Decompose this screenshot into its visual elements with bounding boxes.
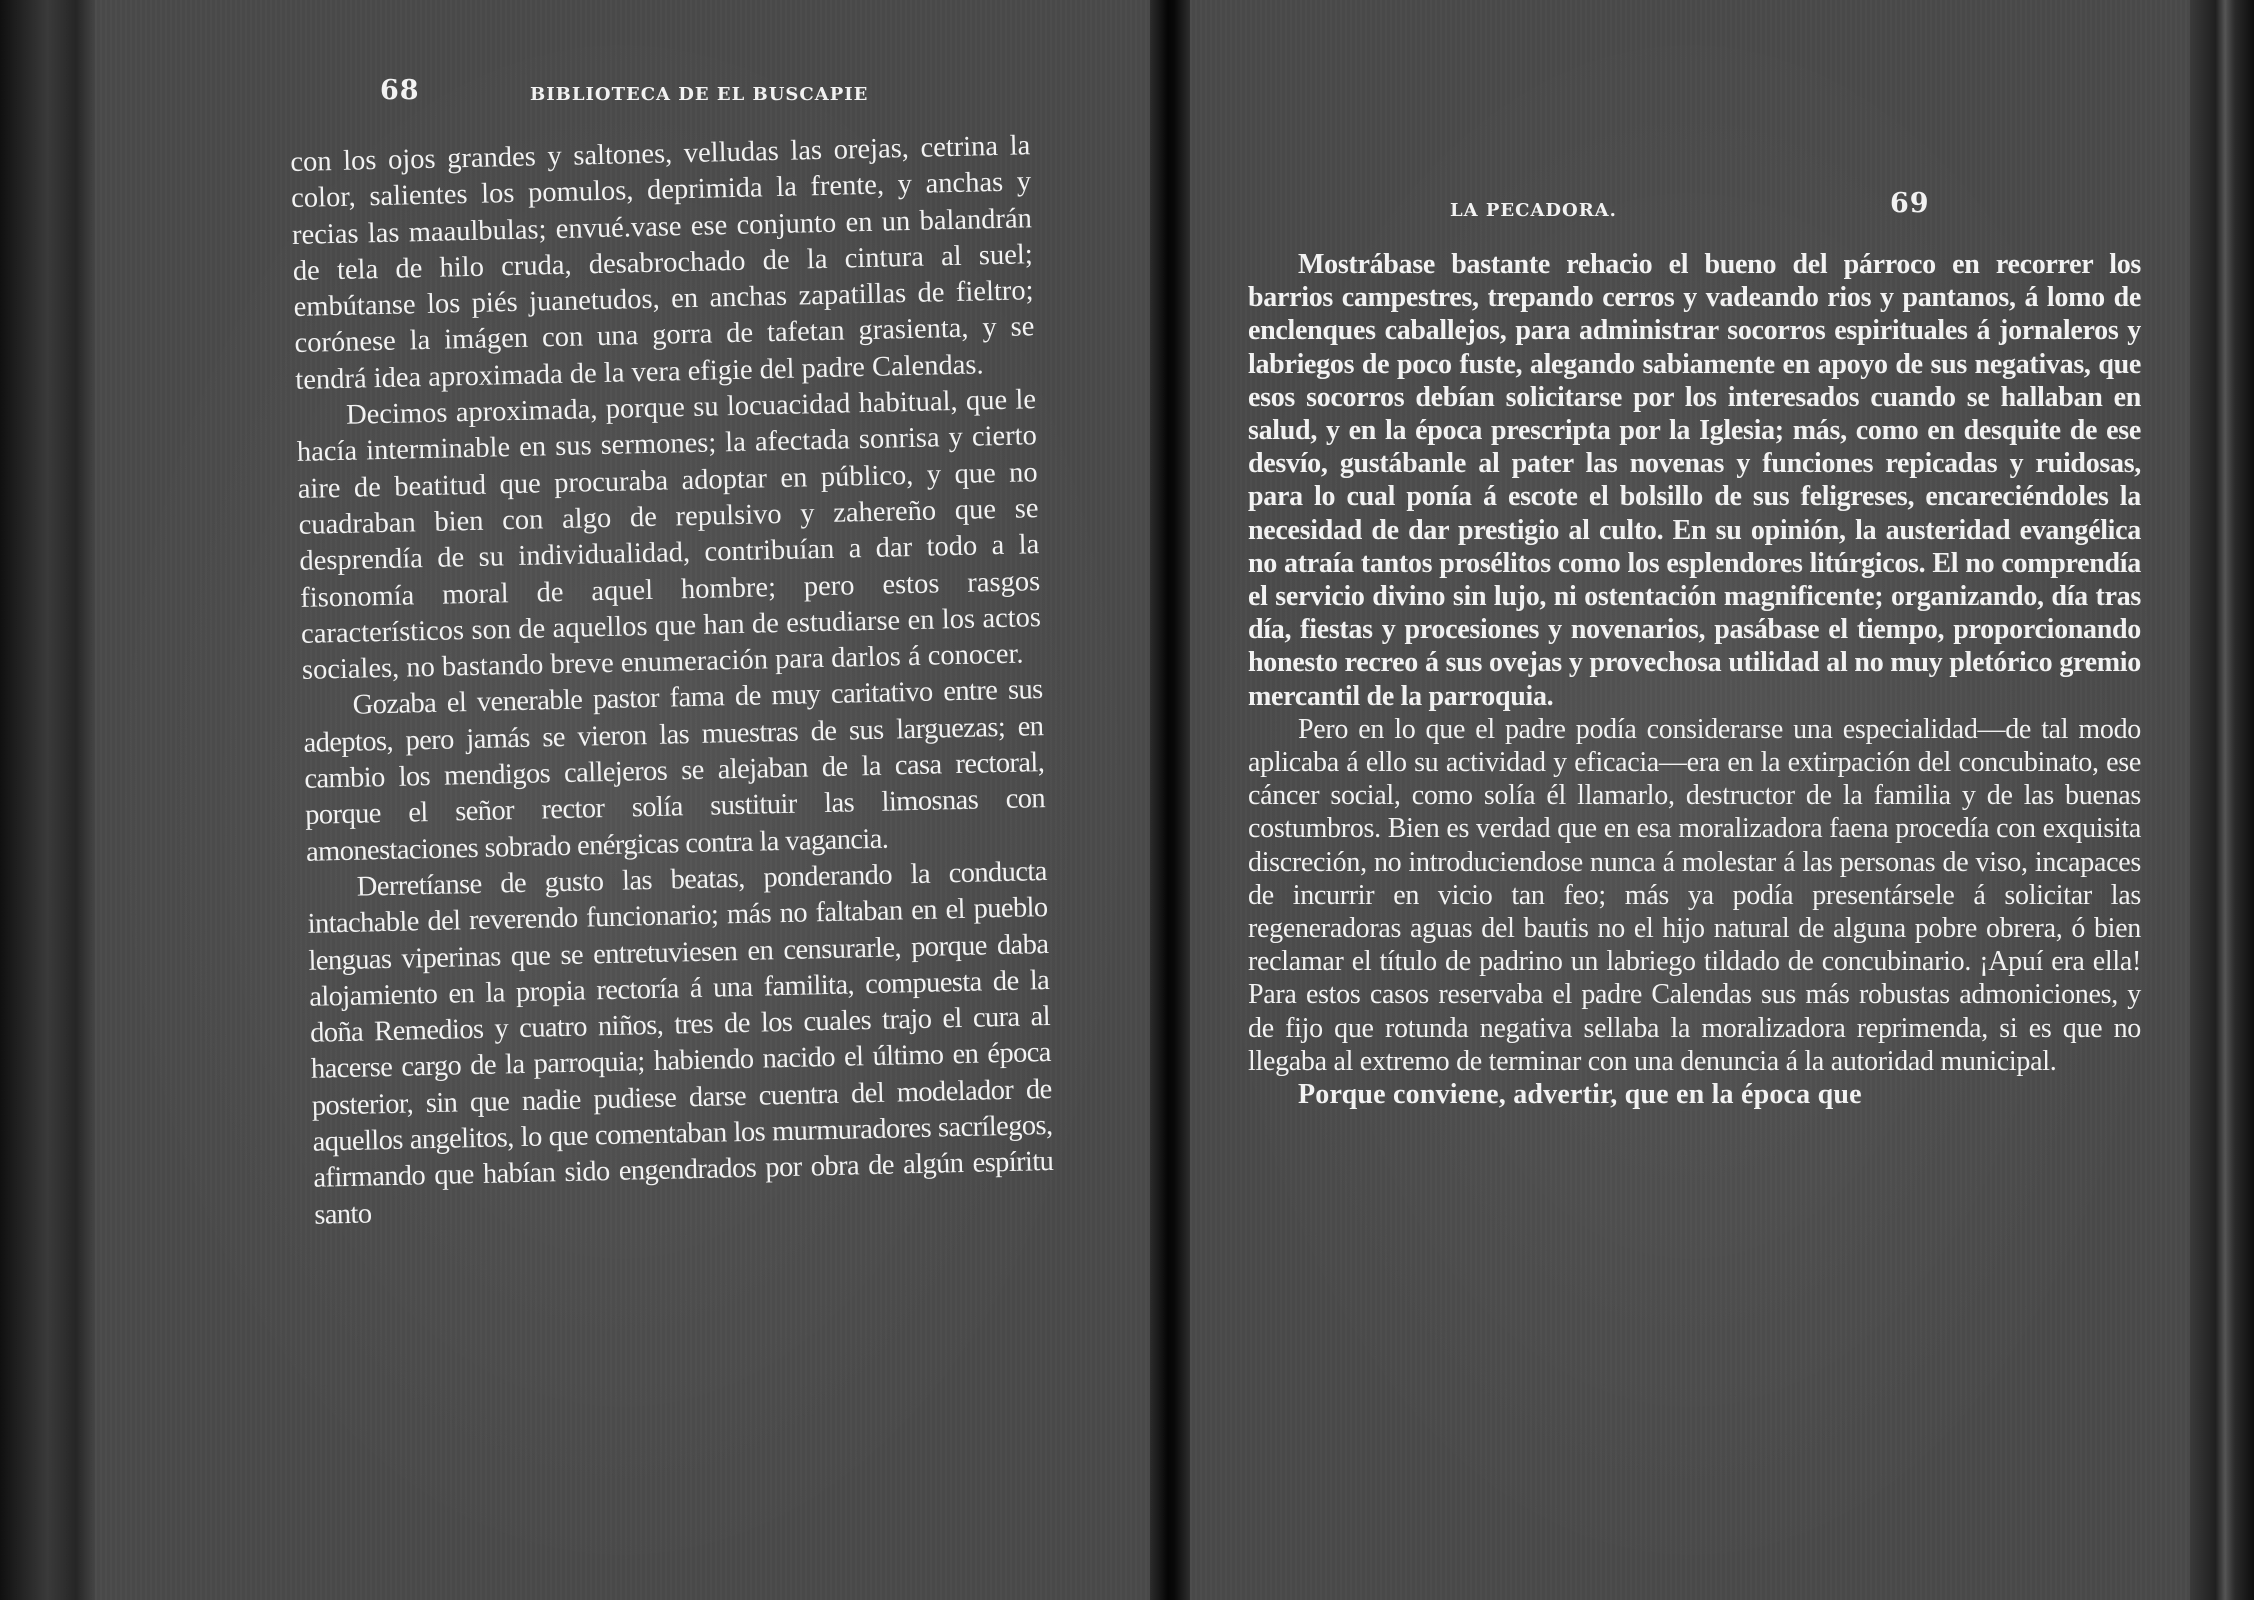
paragraph: Gozaba el venerable pastor fama de muy caritativo entre sus adeptos, pero jamás se vieron las muestras de sus larguezas; en cambio los mendigos callejeros se alejaban de la casa rectoral, porque el señor rector solía sustituir las limosnas con amonestaciones sobrado enérgicas contra la vagancia. bbox=[303, 674, 1046, 868]
paragraph: con los ojos grandes y saltones, velludas las orejas, cetrina la color, salientes los pomulos, deprimida la frente, y anchas y recias las maaulbulas; envué.vase ese conjunto en un balandrán de tela de hilo cruda, desabrochado de la cintura al suel; embútanse los piés juanetudos, en anchas zapatillas de fieltro; corónese la imágen con una gorra de tafetan grasienta, y se tendrá idea aproximada de la vera efigie del padre Calendas. bbox=[290, 130, 1035, 396]
running-head: BIBLIOTECA DE EL BUSCAPIE bbox=[530, 84, 869, 105]
right-page bbox=[1190, 0, 2190, 1600]
page-number: 68 bbox=[380, 75, 420, 106]
page-body bbox=[1248, 248, 2141, 1111]
page-number: 69 bbox=[1890, 188, 1930, 219]
paragraph: Decimos aproximada, porque su locuacidad habitual, que le hacía interminable en sus sermones; la afectada sonrisa y cierto aire de beatitud que procuraba adoptar en público, y que no cuadraban bien con algo de repulsivo y zahereño que se desprendía de su individualidad, contribuían a dar todo a la fisonomía moral de aquel hombre; pero estos rasgos característicos son de aquellos que han de estudiarse en los actos sociales, no bastando breve enumeración para darlos á conocer. bbox=[296, 384, 1042, 687]
paragraph: Pero en lo que el padre podía considerarse una especialidad—de tal modo aplicaba á ello su actividad y eficacia—era en la extirpación del concubinato, ese cáncer social, como solía él llamarlo, destructor de la familia y de las buenas costumbros. Bien es verdad que en esa moralizadora faena procedía con exquisita discreción, no introduciendose nunca á molestar á las personas de viso, incapaces de incurrir en vicio tan feo; más ya podía presentársele á solicitar las regeneradoras aguas del bautis no el hijo natural de alguna pobre obrera, ó bien reclamar el título de padrino un labriego tildado de concubinario. ¡Apuí era ella! Para estos casos reservaba el padre Calendas sus más robustas admoniciones, y de fijo que rotunda negativa sellaba la moralizadora reprimenda, si es que no llegaba al extremo de terminar con una denuncia á la autoridad municipal. bbox=[1248, 713, 2141, 1077]
left-book-edge bbox=[0, 0, 95, 1600]
page-body bbox=[290, 128, 1055, 1233]
book-spine bbox=[1150, 0, 1190, 1600]
right-book-edge bbox=[2190, 0, 2254, 1600]
left-page bbox=[95, 0, 1150, 1600]
running-head: LA PECADORA. bbox=[1450, 200, 1617, 221]
paragraph: Porque conviene, advertir, que en la época que bbox=[1298, 1079, 1862, 1111]
paragraph: Derretíanse de gusto las beatas, ponderando la conducta intachable del reverendo funcionario; más no faltaban en el pueblo lenguas viperinas que se entretuviesen en censurarle, porque daba alojamiento en la propia rectoría á una familita, compuesta de la doña Remedios y cuatro niños, tres de los cuales trajo el cura al hacerse cargo de la parroquia; habiendo nacido el último en época posterior, sin que nadie pudiese darse cuentra del modelador de aquellos angelitos, lo que comentaban los murmuradores sacrílegos, afirmando que habían sido engendrados por obra de algún espíritu santo bbox=[307, 855, 1054, 1231]
paragraph: Mostrábase bastante rehacio el bueno del párroco en recorrer los barrios campestres, trepando cerros y vadeando rios y pantanos, á lomo de enclenques caballejos, para administrar socorros espirituales á jornaleros y labriegos de poco fuste, alegando sabiamente en apoyo de sus negativas, que esos socorros debían solicitarse por los interesados cuando se hallaban en salud, y en la época prescripta por la Iglesia; más, como en desquite de ese desvío, gustábanle al pater las novenas y funciones repicadas y ruidosas, para lo cual ponía á escote el bolsillo de sus feligreses, encareciéndoles la necesidad de dar prestigio al culto. En su opinión, la austeridad evangélica no atraía tantos prosélitos como los esplendores litúrgicos. El no comprendía el servicio divino sin lujo, ni ostentación magnificente; organizando, día tras día, fiestas y procesiones y novenarios, pasábase el tiempo, proporcionando honesto recreo á sus ovejas y provechosa utilidad al no muy pletórico gremio mercantil de la parroquia. bbox=[1248, 249, 2141, 712]
